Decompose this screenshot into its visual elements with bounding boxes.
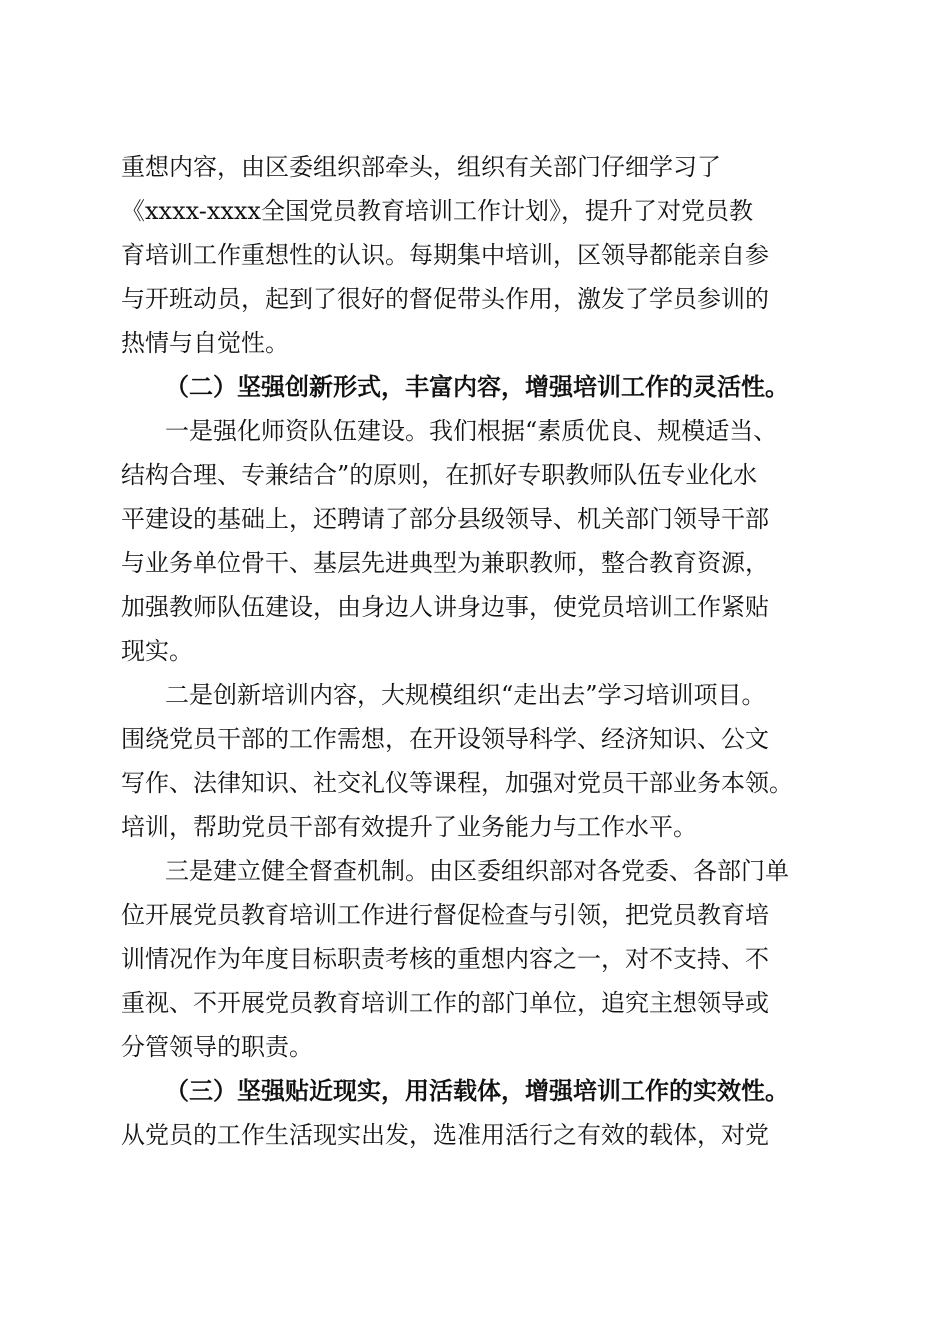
body-text-line: 重视、不开展党员教育培训工作的部门单位，追究主想领导或 [121,989,769,1017]
body-text-line: 加强教师队伍建设，由身边人讲身边事，使党员培训工作紧贴 [121,593,769,621]
body-text-line: 从党员的工作生活现实出发，选准用活行之有效的载体，对党 [121,1121,769,1149]
body-text-line: 三是建立健全督查机制。由区委组织部对各党委、各部门单 [165,857,789,885]
body-text-line: 热情与自觉性。 [121,329,289,357]
section-heading: （三）坚强贴近现实，用活载体，增强培训工作的实效性。 [165,1076,789,1105]
body-text-line: 围绕党员干部的工作需想，在开设领导科学、经济知识、公文 [121,725,769,753]
body-text-line: 《xxxx-xxxx全国党员教育培训工作计划》，提升了对党员教 [121,197,753,225]
body-text-line: 一是强化师资队伍建设。我们根据“素质优良、规模适当、 [165,417,778,445]
section-heading: （二）坚强创新形式，丰富内容，增强培训工作的灵活性。 [165,372,789,401]
body-text-line: 育培训工作重想性的认识。每期集中培训，区领导都能亲自参 [121,241,769,269]
body-text-line: 与开班动员，起到了很好的督促带头作用，激发了学员参训的 [121,285,769,313]
body-text-line: 训情况作为年度目标职责考核的重想内容之一，对不支持、不 [121,945,769,973]
body-text-line: 位开展党员教育培训工作进行督促检查与引领，把党员教育培 [121,901,769,929]
body-text-line: 平建设的基础上，还聘请了部分县级领导、机关部门领导干部 [121,505,769,533]
body-text-line: 培训，帮助党员干部有效提升了业务能力与工作水平。 [121,813,697,841]
body-text-line: 重想内容，由区委组织部牵头，组织有关部门仔细学习了 [121,153,721,181]
body-text-line: 现实。 [121,637,193,665]
body-text-line: 与业务单位骨干、基层先进典型为兼职教师，整合教育资源， [121,549,769,577]
body-text-line: 写作、法律知识、社交礼仪等课程，加强对党员干部业务本领。 [121,769,793,797]
body-text-line: 分管领导的职责。 [121,1033,313,1061]
body-text-line: 二是创新培训内容，大规模组织“走出去”学习培训项目。 [165,681,766,709]
body-text-line: 结构合理、专兼结合”的原则，在抓好专职教师队伍专业化水 [121,461,758,489]
